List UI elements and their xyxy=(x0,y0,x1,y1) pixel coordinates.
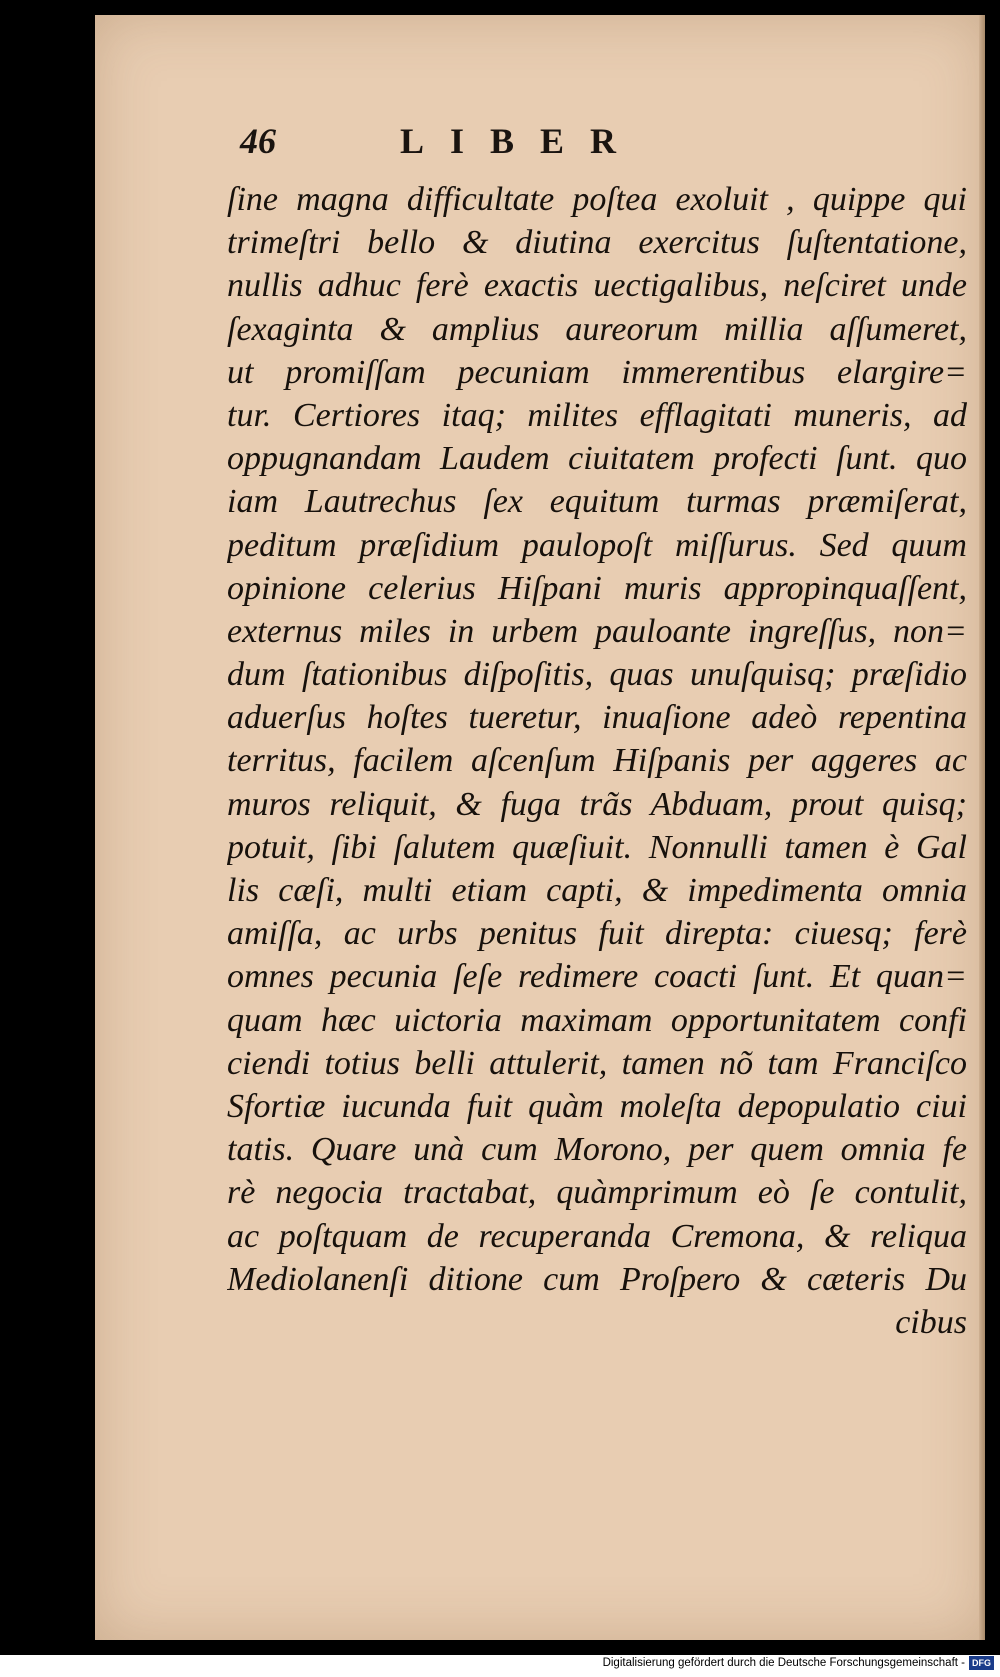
text-line: Mediolanenſi ditione cum Proſpero & cæteris Du xyxy=(227,1260,967,1298)
text-line: ac poſtquam de recuperanda Cremona, & reliqua xyxy=(227,1217,967,1255)
text-line: opinione celerius Hiſpani muris appropinquaſſent, xyxy=(227,569,967,607)
text-line: omnes pecunia ſeſe redimere coacti ſunt. Et quan= xyxy=(227,958,967,996)
text-line: ſine magna difficultate poſtea exoluit , quippe qui xyxy=(227,181,967,218)
text-line: muros reliquit, & fuga trãs Abduam, prout quisq; xyxy=(227,785,967,823)
text-line: iam Lautrechus ſex equitum turmas præmiſerat, xyxy=(227,483,967,521)
text-line: quam hæc uictoria maximam opportunitatem confi xyxy=(227,1001,967,1039)
page-edge xyxy=(979,15,985,1640)
dfg-logo: DFG xyxy=(969,1656,994,1670)
running-title: LIBER xyxy=(400,121,643,161)
text-line: peditum præſidium paulopoſt miſſurus. Sed quum xyxy=(227,526,967,564)
page-number: 46 xyxy=(240,121,276,161)
text-line: Sfortiæ iucunda fuit quàm moleſta depopulatio ciui xyxy=(227,1087,967,1125)
text-line: externus miles in urbem pauloante ingreſſus, non= xyxy=(227,612,967,650)
catchword: cibus xyxy=(895,1303,967,1341)
text-line: ut promiſſam pecuniam immerentibus elargire= xyxy=(227,353,967,391)
text-line: trimeſtri bello & diutina exercitus ſuſtentatione, xyxy=(227,224,967,262)
text-line: territus, facilem aſcenſum Hiſpanis per aggeres ac xyxy=(227,742,967,780)
text-line: tatis. Quare unà cum Morono, per quem omnia fe xyxy=(227,1131,967,1169)
text-line: tur. Certiores itaq; milites efflagitati muneris, ad xyxy=(227,396,967,434)
text-line: dum ſtationibus diſpoſitis, quas unuſquisq; præſidio xyxy=(227,656,967,694)
text-line: ciendi totius belli attulerit, tamen nõ tam Franciſco xyxy=(227,1044,967,1082)
text-line: rè negocia tractabat, quàmprimum eò ſe contulit, xyxy=(227,1174,967,1212)
text-line: ſexaginta & amplius aureorum millia aſſumeret, xyxy=(227,310,967,348)
body-text xyxy=(227,178,967,1344)
running-head xyxy=(240,120,800,170)
text-line: aduerſus hoſtes tueretur, inuaſione adeò repentina xyxy=(227,699,967,737)
text-line: nullis adhuc ferè exactis uectigalibus, neſciret unde xyxy=(227,267,967,305)
credit-text: Digitalisierung gefördert durch die Deutsche Forschungsgemeinschaft - xyxy=(602,1657,965,1669)
text-line: amiſſa, ac urbs penitus fuit direpta: ciuesq; ferè xyxy=(227,915,967,953)
digitization-credit xyxy=(603,1655,994,1671)
text-line: oppugnandam Laudem ciuitatem profecti ſunt. quo xyxy=(227,440,967,478)
text-line: lis cæſi, multi etiam capti, & impedimenta omnia xyxy=(227,872,967,909)
text-line: potuit, ſibi ſalutem quæſiuit. Nonnulli tamen è Gal xyxy=(227,828,967,866)
